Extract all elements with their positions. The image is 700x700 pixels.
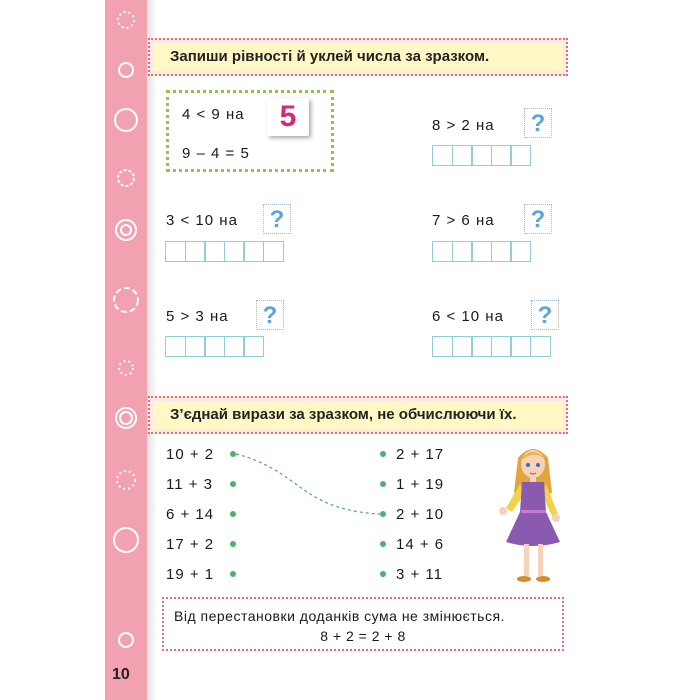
answer-cell[interactable] [204,336,225,357]
rule-text: Від перестановки доданків сума не змінюється. [174,608,505,624]
answer-cell[interactable] [224,241,245,262]
right-expression: 2 + 10 [396,506,445,523]
answer-cells[interactable] [165,336,263,357]
strip-ornaments [105,0,147,700]
answer-cell[interactable] [165,241,186,262]
left-expression: 6 + 14 [166,506,215,523]
answer-cell[interactable] [432,336,453,357]
answer-cell[interactable] [243,336,264,357]
example-equation: 9 – 4 = 5 [182,145,250,162]
answer-cell[interactable] [491,241,512,262]
answer-cell[interactable] [491,145,512,166]
instruction-text-2: З’єднай вирази за зразком, не обчислюючи їх. [170,406,517,423]
answer-cell[interactable] [452,336,473,357]
task-inequality: 8 > 2 на [432,117,495,134]
answer-cell[interactable] [452,241,473,262]
connect-dot[interactable] [380,481,386,487]
answer-cell[interactable] [471,145,492,166]
left-expression: 11 + 3 [166,476,214,493]
example-inequality: 4 < 9 на [182,106,245,123]
answer-cells[interactable] [165,241,282,262]
answer-cell[interactable] [471,241,492,262]
answer-cell[interactable] [510,241,531,262]
rule-box [162,597,564,651]
connect-dot[interactable] [230,541,236,547]
answer-cell[interactable] [224,336,245,357]
answer-cell[interactable] [530,336,551,357]
right-expression: 14 + 6 [396,536,445,553]
sticker-slot[interactable]: ? [263,204,291,234]
rule-example: 8 + 2 = 2 + 8 [320,628,406,644]
right-expression: 3 + 11 [396,566,444,583]
sticker-slot[interactable]: ? [524,108,552,138]
left-expression: 10 + 2 [166,446,215,463]
instruction-banner-1 [148,38,568,76]
task-inequality: 6 < 10 на [432,308,504,325]
answer-cell[interactable] [432,241,453,262]
answer-cell[interactable] [204,241,225,262]
task-inequality: 7 > 6 на [432,212,495,229]
connect-dot[interactable] [380,541,386,547]
sticker-slot[interactable]: ? [531,300,559,330]
answer-cells[interactable] [432,336,549,357]
sticker-card[interactable]: 5 [267,98,309,136]
instruction-banner-2 [148,396,568,434]
connect-dot[interactable] [230,481,236,487]
answer-cell[interactable] [263,241,284,262]
task-inequality: 5 > 3 на [166,308,229,325]
answer-cell[interactable] [491,336,512,357]
connect-dot[interactable] [380,511,386,517]
answer-cell[interactable] [185,336,206,357]
girl-illustration [488,438,578,588]
answer-cell[interactable] [452,145,473,166]
answer-cells[interactable] [432,241,530,262]
sticker-slot[interactable]: ? [524,204,552,234]
connect-dot[interactable] [230,451,236,457]
left-expression: 17 + 2 [166,536,215,553]
answer-cell[interactable] [510,145,531,166]
task-inequality: 3 < 10 на [166,212,238,229]
connect-dot[interactable] [230,511,236,517]
answer-cell[interactable] [471,336,492,357]
answer-cell[interactable] [165,336,186,357]
answer-cell[interactable] [185,241,206,262]
answer-cell[interactable] [243,241,264,262]
answer-cell[interactable] [510,336,531,357]
connect-dot[interactable] [230,571,236,577]
right-expression: 2 + 17 [396,446,445,463]
instruction-text-1: Запиши рівності й уклей числа за зразком. [170,48,490,65]
decorative-side-strip [105,0,147,700]
left-expression: 19 + 1 [166,566,215,583]
answer-cells[interactable] [432,145,530,166]
right-expression: 1 + 19 [396,476,445,493]
strip-shadow [147,0,157,700]
connect-dot[interactable] [380,571,386,577]
page-number: 10 [112,666,130,683]
answer-cell[interactable] [432,145,453,166]
connect-dot[interactable] [380,451,386,457]
sticker-slot[interactable]: ? [256,300,284,330]
